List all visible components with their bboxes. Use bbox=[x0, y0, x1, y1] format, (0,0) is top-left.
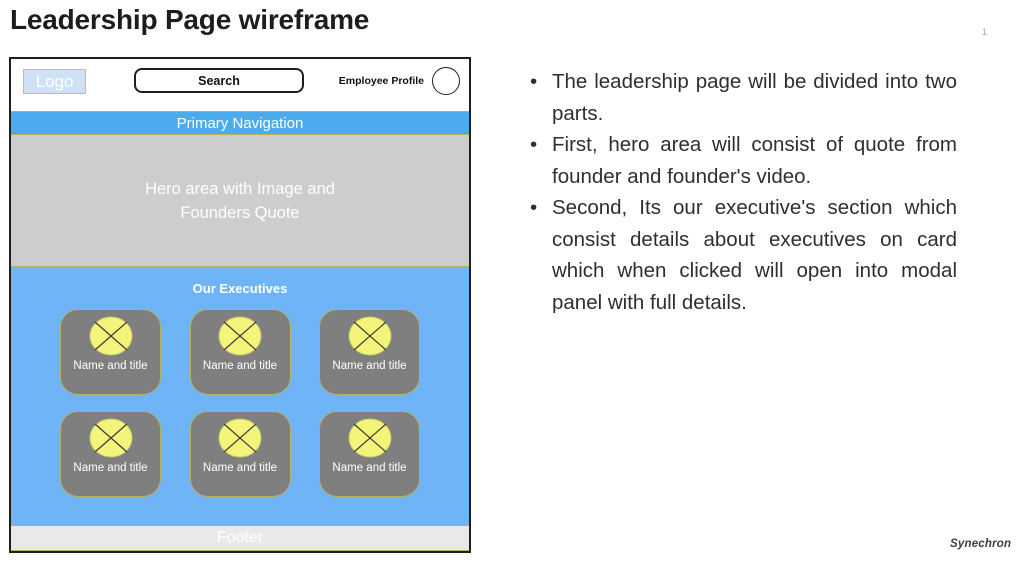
footer-label: Footer bbox=[216, 529, 264, 546]
hero-label-line2: Founders Quote bbox=[180, 203, 300, 222]
hero-label-line1: Hero area with Image and bbox=[145, 179, 335, 198]
executives-row-2 bbox=[11, 411, 469, 497]
hero-area bbox=[11, 135, 469, 267]
executive-card[interactable] bbox=[190, 309, 291, 395]
wireframe-header bbox=[11, 59, 469, 111]
employee-profile[interactable] bbox=[339, 67, 460, 95]
image-placeholder-icon bbox=[89, 418, 133, 458]
image-placeholder-icon bbox=[89, 316, 133, 356]
footer-bar bbox=[11, 526, 469, 551]
image-placeholder-icon bbox=[218, 316, 262, 356]
executives-section bbox=[11, 267, 469, 526]
synechron-logo: Synechron bbox=[950, 538, 1012, 550]
executive-card[interactable] bbox=[190, 411, 291, 497]
slide-notes bbox=[529, 66, 957, 318]
card-label: Name and title bbox=[332, 360, 407, 372]
search-input[interactable] bbox=[134, 68, 304, 93]
employee-profile-label: Employee Profile bbox=[338, 75, 424, 87]
image-placeholder-icon bbox=[218, 418, 262, 458]
card-label: Name and title bbox=[202, 360, 278, 372]
executives-section-title: Our Executives bbox=[192, 281, 288, 296]
executive-card[interactable] bbox=[60, 309, 161, 395]
card-label: Name and title bbox=[332, 462, 407, 474]
executive-card[interactable] bbox=[60, 411, 161, 497]
executive-card[interactable] bbox=[319, 309, 420, 395]
primary-navigation-bar[interactable] bbox=[11, 111, 469, 135]
primary-navigation-label: Primary Navigation bbox=[176, 114, 304, 132]
executives-row-1 bbox=[11, 309, 469, 395]
note-bullet: • The leadership page will be divided into two parts. bbox=[529, 66, 957, 129]
image-placeholder-icon bbox=[348, 316, 392, 356]
note-bullet: • Second, Its our executive's section which consist details about executives on card which when clicked will open into modal panel with full details. bbox=[529, 192, 957, 318]
logo-placeholder[interactable] bbox=[23, 69, 86, 94]
card-label: Name and title bbox=[73, 360, 148, 372]
card-label: Name and title bbox=[73, 462, 148, 474]
logo-label: Logo bbox=[35, 71, 74, 91]
slide-page-number: 1 bbox=[982, 27, 988, 37]
card-label: Name and title bbox=[202, 462, 278, 474]
executive-card[interactable] bbox=[319, 411, 420, 497]
page-title: Leadership Page wireframe bbox=[10, 4, 370, 35]
leadership-page-wireframe bbox=[9, 57, 471, 553]
profile-avatar-icon[interactable] bbox=[432, 67, 460, 95]
search-label: Search bbox=[198, 73, 240, 88]
note-bullet: • First, hero area will consist of quote from founder and founder's video. bbox=[529, 129, 957, 192]
image-placeholder-icon bbox=[348, 418, 392, 458]
